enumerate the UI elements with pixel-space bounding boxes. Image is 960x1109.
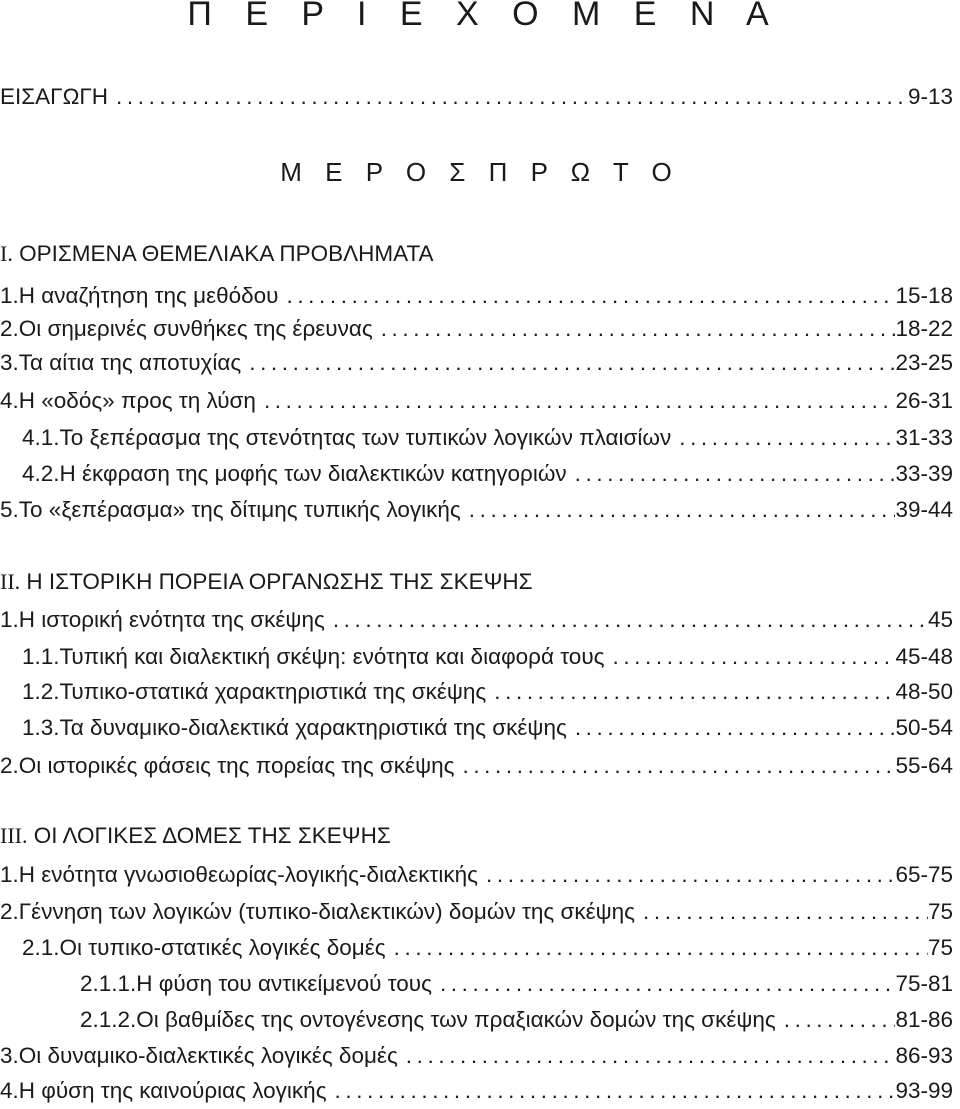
toc-entry-number: 4. — [0, 1078, 19, 1103]
leader-dots — [486, 859, 895, 891]
part-title: Μ Ε Ρ Ο Σ Π Ρ Ω Τ Ο — [280, 157, 680, 187]
toc-entry — [22, 458, 953, 490]
leader-dots — [406, 1040, 896, 1072]
toc-entry-label: Η φύση της καινούριας λογικής — [18, 1078, 327, 1103]
toc-entry-label: Το ξεπέρασμα της στενότητας των τυπικών λογικών πλαισίων — [59, 425, 672, 450]
toc-entry — [0, 494, 953, 526]
toc-entry-number: 1. — [0, 862, 19, 887]
toc-entry-pages: 86-93 — [895, 1043, 953, 1068]
toc-entry-label: Η φύση του αντικείμενού τους — [136, 971, 432, 996]
toc-entry — [0, 313, 953, 345]
toc-entry-number: 1.3. — [22, 715, 60, 740]
toc-entry-pages: 75 — [927, 935, 953, 960]
toc-entry-number: 5. — [0, 497, 19, 522]
toc-entry-label: Οι δυναμικο-διαλεκτικές λογικές δομές — [18, 1043, 398, 1068]
leader-dots — [440, 968, 896, 1000]
toc-entry-number: 1.1. — [22, 644, 60, 669]
section-heading — [0, 238, 434, 270]
toc-entry-label: Οι βαθμίδες της οντογένεσης των πραξιακών δομών της σκέψης — [136, 1007, 776, 1032]
toc-entry-intro — [0, 81, 953, 113]
leader-dots — [494, 676, 895, 708]
toc-entry-pages: 48-50 — [895, 679, 953, 704]
toc-entry-number: 4.2. — [22, 461, 60, 486]
toc-entry-label: Οι ιστορικές φάσεις της πορείας της σκέψης — [18, 753, 455, 778]
section-numeral: III. — [0, 823, 28, 848]
toc-entry — [80, 968, 953, 1000]
toc-entry — [0, 896, 953, 928]
toc-entry-pages: 45 — [927, 607, 953, 632]
leader-dots — [335, 1075, 896, 1107]
toc-entry-pages: 15-18 — [895, 283, 953, 308]
toc-entry-number: 3. — [0, 350, 19, 375]
leader-dots — [394, 932, 928, 964]
leader-dots — [679, 422, 895, 454]
toc-entry-pages: 50-54 — [895, 715, 953, 740]
toc-entry — [0, 859, 953, 891]
toc-entry-label: Τα αίτια της αποτυχίας — [18, 350, 242, 375]
toc-entry — [22, 641, 953, 673]
toc-entry-pages: 31-33 — [895, 425, 953, 450]
toc-entry-label: Οι σημερινές συνθήκες της έρευνας — [18, 316, 373, 341]
toc-entry-label: Τυπικο-στατικά χαρακτηριστικά της σκέψης — [59, 679, 487, 704]
section-heading — [0, 820, 391, 852]
toc-entry-number: 2. — [0, 753, 19, 778]
toc-entry-label: Η αναζήτηση της μεθόδου — [18, 283, 279, 308]
toc-entry-number: 2.1.2. — [80, 1007, 137, 1032]
leader-dots — [784, 1004, 896, 1036]
toc-entry-number: 2. — [0, 316, 19, 341]
toc-entry — [22, 712, 953, 744]
toc-entry-label: Η «οδός» προς τη λύση — [18, 388, 256, 413]
toc-entry-label: ΕΙΣΑΓΩΓΗ — [0, 84, 109, 109]
section-numeral: II. — [0, 569, 21, 594]
toc-entry-number: 1. — [0, 607, 19, 632]
toc-entry-pages: 9-13 — [907, 84, 953, 109]
toc-entry-number: 2.1. — [22, 935, 60, 960]
page-title: Π Ε Ρ Ι Ε Χ Ο Μ Ε Ν Α — [187, 0, 781, 33]
toc-entry-label: Οι τυπικο-στατικές λογικές δομές — [59, 935, 386, 960]
leader-dots — [575, 712, 896, 744]
leader-dots — [612, 641, 895, 673]
section-heading-text: ΟΙ ΛΟΓΙΚΕΣ ΔΟΜΕΣ ΤΗΣ ΣΚΕΨΗΣ — [27, 823, 391, 848]
leader-dots — [249, 347, 895, 379]
toc-entry-pages: 33-39 — [895, 461, 953, 486]
toc-entry-pages: 55-64 — [895, 753, 953, 778]
toc-entry — [0, 280, 953, 312]
toc-entry-label: Η έκφραση της μοφής των διαλεκτικών κατηγοριών — [59, 461, 567, 486]
toc-entry-number: 3. — [0, 1043, 19, 1068]
toc-entry — [80, 1004, 953, 1036]
leader-dots — [116, 81, 908, 113]
toc-entry-number: 2.1.1. — [80, 971, 137, 996]
toc-entry — [0, 750, 953, 782]
toc-entry-label: Η ενότητα γνωσιοθεωρίας-λογικής-διαλεκτικής — [18, 862, 479, 887]
toc-entry — [22, 676, 953, 708]
toc-entry-number: 4. — [0, 388, 19, 413]
toc-entry — [0, 385, 953, 417]
section-heading — [0, 566, 533, 598]
toc-entry-pages: 39-44 — [895, 497, 953, 522]
toc-entry-pages: 93-99 — [895, 1078, 953, 1103]
leader-dots — [333, 604, 928, 636]
toc-entry-pages: 45-48 — [895, 644, 953, 669]
toc-entry-pages: 75-81 — [895, 971, 953, 996]
toc-entry-pages: 81-86 — [895, 1007, 953, 1032]
section-heading-text: Η ΙΣΤΟΡΙΚΗ ΠΟΡΕΙΑ ΟΡΓΑΝΩΣΗΣ ΤΗΣ ΣΚΕΨΗΣ — [20, 569, 533, 594]
toc-entry-label: Η ιστορική ενότητα της σκέψης — [18, 607, 325, 632]
toc-entry-number: 2. — [0, 899, 19, 924]
toc-entry-number: 1. — [0, 283, 19, 308]
toc-entry-pages: 75 — [927, 899, 953, 924]
leader-dots — [469, 494, 896, 526]
section-numeral: I. — [0, 241, 13, 266]
leader-dots — [286, 280, 895, 312]
leader-dots — [264, 385, 896, 417]
toc-entry-number: 1.2. — [22, 679, 60, 704]
toc-entry-pages: 18-22 — [895, 316, 953, 341]
toc-entry-label: Γέννηση των λογικών (τυπικο-διαλεκτικών) δομών της σκέψης — [18, 899, 636, 924]
leader-dots — [462, 750, 895, 782]
toc-entry-pages: 65-75 — [895, 862, 953, 887]
leader-dots — [575, 458, 896, 490]
toc-entry — [0, 1040, 953, 1072]
toc-entry-label: Τυπική και διαλεκτική σκέψη: ενότητα και διαφορά τους — [59, 644, 605, 669]
leader-dots — [643, 896, 928, 928]
toc-entry — [22, 932, 953, 964]
toc-entry — [0, 1075, 953, 1107]
toc-entry-pages: 23-25 — [895, 350, 953, 375]
toc-entry — [22, 422, 953, 454]
toc-entry-label: Τα δυναμικο-διαλεκτικά χαρακτηριστικά της σκέψης — [59, 715, 567, 740]
leader-dots — [381, 313, 896, 345]
toc-entry-label: Το «ξεπέρασμα» της δίτιμης τυπικής λογικής — [18, 497, 461, 522]
toc-entry — [0, 604, 953, 636]
toc-entry-pages: 26-31 — [895, 388, 953, 413]
toc-entry-number: 4.1. — [22, 425, 60, 450]
section-heading-text: ΟΡΙΣΜΕΝΑ ΘΕΜΕΛΙΑΚΑ ΠΡΟΒΛΗΜΑΤΑ — [12, 241, 434, 266]
toc-entry — [0, 347, 953, 379]
